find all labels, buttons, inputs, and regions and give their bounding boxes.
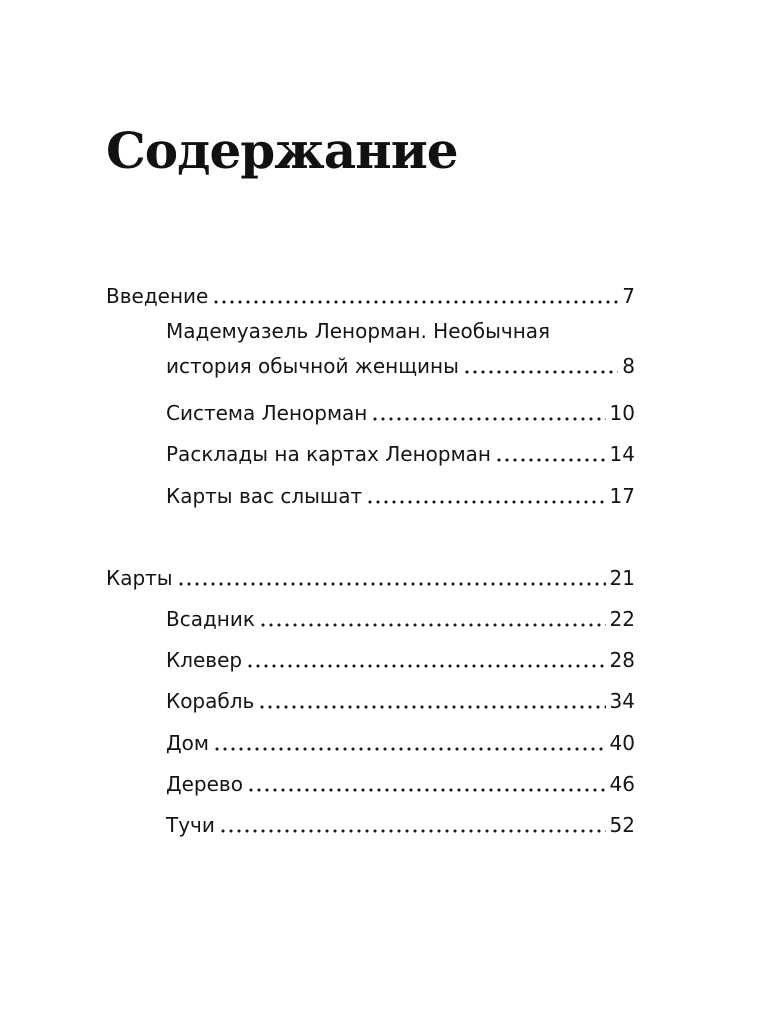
toc-entry-label: Карты: [106, 566, 173, 590]
toc-entry-page: 46: [609, 772, 635, 796]
toc-entry-label-line1: Мадемуазель Ленорман. Необычная: [166, 319, 551, 343]
dot-leader: [495, 458, 606, 462]
toc-entry-page: 8: [622, 354, 635, 378]
dot-leader: [258, 705, 605, 709]
toc-entry-label: Корабль: [166, 689, 255, 713]
toc-entry-label-line2: история обычной женщины: [166, 354, 459, 378]
dot-leader: [463, 370, 618, 374]
toc-entry-page: 52: [609, 813, 635, 837]
toc-entry-house[interactable]: [166, 723, 635, 757]
toc-entry-ship[interactable]: [166, 681, 635, 715]
toc-entry-label: Дерево: [166, 772, 243, 796]
toc-entry-label: Клевер: [166, 648, 243, 672]
dot-leader: [177, 582, 606, 586]
dot-leader: [247, 788, 606, 792]
dot-leader: [213, 747, 606, 751]
toc-entry-page: 17: [609, 484, 635, 508]
toc-entry-label: Всадник: [166, 607, 255, 631]
toc-entry-label: Карты вас слышат: [166, 484, 363, 508]
page-title: Содержание: [106, 121, 458, 180]
dot-leader: [371, 417, 605, 421]
toc-entry-page: 10: [609, 401, 635, 425]
toc-entry-page: 40: [609, 731, 635, 755]
toc-entry-cards[interactable]: [106, 558, 635, 592]
toc-entry-label: Дом: [166, 731, 209, 755]
toc-entry-page: 22: [609, 607, 635, 631]
toc-entry-page: 28: [609, 648, 635, 672]
toc-entry-label: Система Ленорман: [166, 401, 368, 425]
toc-entry-mademoiselle-lenormand[interactable]: [166, 316, 635, 380]
toc-entry-spreads[interactable]: [166, 434, 635, 468]
toc-entry-page: 14: [609, 442, 635, 466]
toc-entry-line2: [166, 346, 635, 380]
dot-leader: [246, 664, 605, 668]
toc-entry-page: 21: [609, 566, 635, 590]
toc-entry-lenormand-system[interactable]: [166, 393, 635, 427]
toc-entry-label: Тучи: [166, 813, 215, 837]
toc-entry-label: Расклады на картах Ленорман: [166, 442, 491, 466]
dot-leader: [259, 623, 606, 627]
toc-entry-tree[interactable]: [166, 764, 635, 798]
dot-leader: [366, 500, 605, 504]
toc-entry-introduction[interactable]: [106, 276, 635, 310]
dot-leader: [212, 300, 618, 304]
toc-entry-page: 7: [622, 284, 635, 308]
toc-entry-clover[interactable]: [166, 640, 635, 674]
toc-entry-page: 34: [609, 689, 635, 713]
toc-entry-label: Введение: [106, 284, 209, 308]
toc-entry-clouds[interactable]: [166, 805, 635, 839]
toc-entry-cards-hear-you[interactable]: [166, 476, 635, 510]
toc-entry-rider[interactable]: [166, 599, 635, 633]
dot-leader: [219, 829, 606, 833]
